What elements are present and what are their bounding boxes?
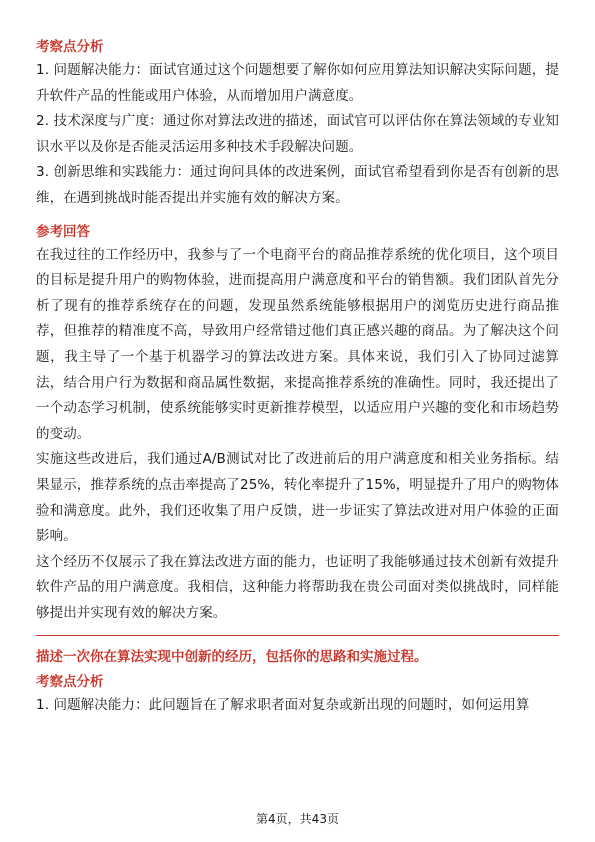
answer-paragraph: 实施这些改进后，我们通过A/B测试对比了改进前后的用户满意度和相关业务指标。结果显示，推荐系统的点击率提高了25%，转化率提升了15%，明显提升了用户的购物体验和满意度。此外，我们还收集了用户反馈，进一步证实了算法改进对用户体验的正面影响。 bbox=[36, 451, 560, 545]
section-heading-answer: 参考回答 bbox=[36, 223, 90, 240]
analysis-item: 1. 问题解决能力：面试官通过这个问题想要了解你如何应用算法知识解决实际问题，提升软件产品的性能或用户体验，从而增加用户满意度。 bbox=[36, 62, 559, 104]
section-divider bbox=[36, 635, 559, 636]
page-number: 第4页，共43页 bbox=[256, 812, 339, 826]
answer-paragraph: 在我过往的工作经历中，我参与了一个电商平台的商品推荐系统的优化项目，这个项目的目标是提升用户的购物体验，进而提高用户满意度和平台的销售额。我们团队首先分析了现有的推荐系统存在的问题，发现虽然系统能够根据用户的浏览历史进行商品推荐，但推荐的精准度不高，导致用户经常错过他们真正感兴趣的商品。为了解决这个问题，我主导了一个基于机器学习的算法改进方案。具体来说，我们引入了协同过滤算法，结合用户行为数据和商品属性数据，来提高推荐系统的准确性。同时，我还提出了一个动态学习机制，使系统能够实时更新推荐模型，以适应用户兴趣的变化和市场趋势的变动。 bbox=[36, 246, 559, 442]
question-heading: 描述一次你在算法实现中创新的经历，包括你的思路和实施过程。 bbox=[36, 649, 428, 666]
analysis-item: 1. 问题解决能力：此问题旨在了解求职者面对复杂或新出现的问题时，如何运用算 bbox=[36, 697, 530, 714]
analysis-item: 3. 创新思维和实践能力：通过询问具体的改进案例，面试官希望看到你是否有创新的思维，在遇到挑战时能否提出并实施有效的解决方案。 bbox=[36, 164, 559, 206]
page-content bbox=[36, 36, 559, 719]
section-heading-analysis: 考察点分析 bbox=[36, 39, 104, 55]
analysis-item: 2. 技术深度与广度：通过你对算法改进的描述，面试官可以评估你在算法领域的专业知识水平以及你是否能灵活运用多种技术手段解决问题。 bbox=[36, 113, 559, 155]
answer-paragraph: 这个经历不仅展示了我在算法改进方面的能力，也证明了我能够通过技术创新有效提升软件产品的用户满意度。我相信，这种能力将帮助我在贵公司面对类似挑战时，同样能够提出并实现有效的解决方案。 bbox=[36, 553, 559, 621]
section-heading-analysis-2: 考察点分析 bbox=[36, 674, 104, 691]
